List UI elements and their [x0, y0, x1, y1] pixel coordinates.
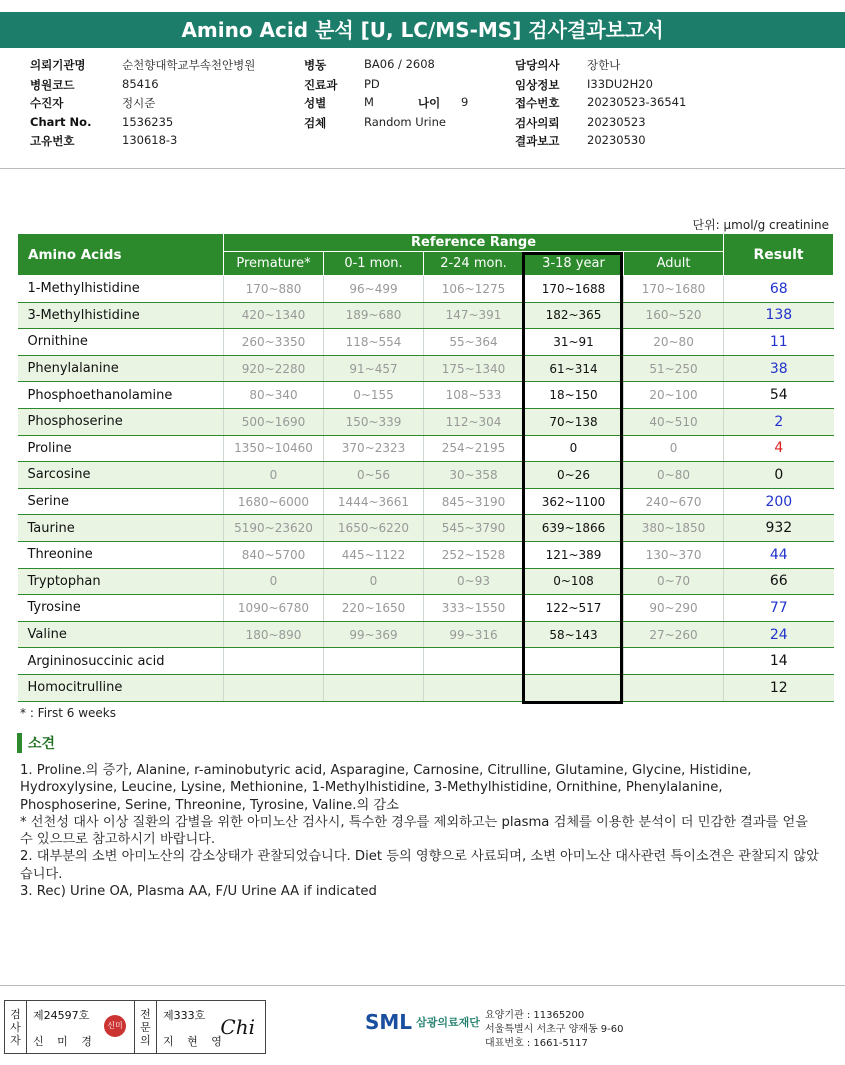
reference-value: 545~3790 [424, 515, 524, 542]
info-label: 검체 [304, 116, 327, 130]
reference-value: 0~155 [324, 382, 424, 409]
reference-value: 18~150 [524, 382, 624, 409]
info-label: 임상정보 [515, 78, 560, 92]
info-value: 20230523-36541 [587, 95, 687, 109]
table-row [18, 488, 834, 515]
info-value: Random Urine [364, 115, 446, 129]
specialist-label: 전 문 의 [135, 1001, 157, 1053]
info-label: 검사의뢰 [515, 116, 560, 130]
result-value: 0 [724, 462, 834, 489]
reference-value: 31~91 [524, 329, 624, 356]
reference-value [324, 674, 424, 701]
header-divider [0, 168, 845, 169]
info-value: 1536235 [122, 115, 174, 129]
table-row [18, 541, 834, 568]
amino-acid-name: Serine [18, 488, 224, 515]
reference-value [424, 648, 524, 675]
table-row [18, 276, 834, 303]
reference-value: 108~533 [424, 382, 524, 409]
table-row [18, 568, 834, 595]
results-table [17, 233, 834, 702]
reference-value: 175~1340 [424, 355, 524, 382]
info-label: 담당의사 [515, 58, 560, 72]
table-row [18, 462, 834, 489]
reference-value: 112~304 [424, 408, 524, 435]
table-row [18, 648, 834, 675]
sml-logo [365, 1010, 480, 1034]
amino-acid-name: Homocitrulline [18, 674, 224, 701]
result-value: 12 [724, 674, 834, 701]
reference-value: 1090~6780 [224, 595, 324, 622]
info-value: 20230523 [587, 115, 646, 129]
reference-value: 90~290 [624, 595, 724, 622]
amino-acid-name: Threonine [18, 541, 224, 568]
reference-value: 1680~6000 [224, 488, 324, 515]
reference-value: 61~314 [524, 355, 624, 382]
reference-value: 0~56 [324, 462, 424, 489]
info-value: 순천향대학교부속천안병원 [122, 58, 256, 72]
header-amino-acids: Amino Acids [18, 234, 224, 276]
info-value: BA06 / 2608 [364, 57, 435, 71]
reference-value: 240~670 [624, 488, 724, 515]
footer-divider [0, 985, 845, 986]
header-ref-col: 3-18 year [524, 252, 624, 276]
reference-value: 20~80 [624, 329, 724, 356]
info-value: 장한나 [587, 58, 621, 72]
age-label: 나이 [418, 96, 441, 110]
reference-value: 20~100 [624, 382, 724, 409]
result-value: 2 [724, 408, 834, 435]
table-row [18, 515, 834, 542]
specialist-cell [157, 1001, 265, 1053]
reference-value: 0~80 [624, 462, 724, 489]
org-phone: 대표번호 : 1661-5117 [485, 1038, 588, 1049]
reference-value: 362~1100 [524, 488, 624, 515]
reference-value: 180~890 [224, 621, 324, 648]
reference-value: 122~517 [524, 595, 624, 622]
table-row [18, 329, 834, 356]
table-row [18, 302, 834, 329]
info-label: 접수번호 [515, 96, 560, 110]
reference-value: 220~1650 [324, 595, 424, 622]
reference-value: 333~1550 [424, 595, 524, 622]
result-value: 44 [724, 541, 834, 568]
result-value: 54 [724, 382, 834, 409]
info-label: 진료과 [304, 78, 338, 92]
info-label: 병원코드 [30, 78, 75, 92]
table-row [18, 382, 834, 409]
examiner-seal: 신미경 [104, 1015, 126, 1037]
result-value: 4 [724, 435, 834, 462]
remark-1: 1. Proline.의 증가, Alanine, r-aminobutyric acid, Asparagine, Carnosine, Citrulline, Glutamine, Glycine, Histidine, Hydroxylysine, Leucine, Lysine, Methionine, 1-Methylhistidine, 3-Methylhistidine, Ornithine, Phenylalanine, Phosphoserine, Serine, Threonine, Tyrosine, Valine.의 감소 [20, 763, 752, 813]
reference-value: 0 [324, 568, 424, 595]
info-label: 고유번호 [30, 134, 75, 148]
info-label: 결과보고 [515, 134, 560, 148]
info-value: I33DU2H20 [587, 77, 653, 91]
reference-value [224, 648, 324, 675]
reference-value: 99~369 [324, 621, 424, 648]
logo-name: 삼광의료재단 [416, 1016, 480, 1029]
reference-value: 380~1850 [624, 515, 724, 542]
examiner-number: 제24597호 [33, 1009, 90, 1022]
info-value: M [364, 95, 374, 109]
table-row [18, 408, 834, 435]
remark-3: 3. Rec) Urine OA, Plasma AA, F/U Urine AA if indicated [20, 884, 377, 900]
reference-value: 106~1275 [424, 276, 524, 303]
amino-acid-name: Tryptophan [18, 568, 224, 595]
reference-value [224, 674, 324, 701]
reference-value: 0~108 [524, 568, 624, 595]
table-row [18, 435, 834, 462]
info-label: 병동 [304, 58, 327, 72]
reference-value: 121~389 [524, 541, 624, 568]
result-value: 38 [724, 355, 834, 382]
unit-label: 단위: μmol/g creatinine [692, 218, 829, 232]
examiner-label: 검 사 자 [5, 1001, 27, 1053]
info-label: 의뢰기관명 [30, 58, 86, 72]
reference-value: 170~880 [224, 276, 324, 303]
reference-value: 5190~23620 [224, 515, 324, 542]
reference-value [424, 674, 524, 701]
reference-value: 840~5700 [224, 541, 324, 568]
amino-acid-name: Valine [18, 621, 224, 648]
header-ref-col: 2-24 mon. [424, 252, 524, 276]
header-result: Result [724, 234, 834, 276]
reference-value: 252~1528 [424, 541, 524, 568]
reference-value: 55~364 [424, 329, 524, 356]
amino-acid-name: Tyrosine [18, 595, 224, 622]
amino-acid-name: 3-Methylhistidine [18, 302, 224, 329]
reference-value: 260~3350 [224, 329, 324, 356]
reference-value: 27~260 [624, 621, 724, 648]
specialist-name: 지 현 영 [163, 1035, 227, 1048]
table-row [18, 674, 834, 701]
reference-value: 0 [224, 568, 324, 595]
signature-box [4, 1000, 266, 1054]
reference-value: 182~365 [524, 302, 624, 329]
examiner-cell [27, 1001, 135, 1053]
reference-value: 0 [524, 435, 624, 462]
remark-note: * 선천성 대사 이상 질환의 감별을 위한 아미노산 검사시, 특수한 경우를 제외하고는 plasma 검체를 이용한 분석이 더 민감한 결과를 얻을 수 있으므로 참고하시기 바랍니다. [20, 814, 809, 848]
result-value: 77 [724, 595, 834, 622]
result-value: 14 [724, 648, 834, 675]
header-ref-col: Premature* [224, 252, 324, 276]
result-value: 200 [724, 488, 834, 515]
reference-value: 147~391 [424, 302, 524, 329]
result-value: 138 [724, 302, 834, 329]
reference-value: 170~1680 [624, 276, 724, 303]
reference-value: 254~2195 [424, 435, 524, 462]
table-row [18, 355, 834, 382]
org-address: 서울특별시 서초구 양재동 9-60 [485, 1024, 624, 1035]
info-value: 130618-3 [122, 133, 178, 147]
remarks-bar [17, 733, 22, 753]
header-reference-range: Reference Range [224, 234, 724, 252]
reference-value: 130~370 [624, 541, 724, 568]
result-value: 932 [724, 515, 834, 542]
specialist-signature: Chi [220, 1015, 255, 1039]
table-row [18, 595, 834, 622]
reference-value: 1350~10460 [224, 435, 324, 462]
amino-acid-name: Phosphoserine [18, 408, 224, 435]
reference-value: 845~3190 [424, 488, 524, 515]
amino-acid-name: Phosphoethanolamine [18, 382, 224, 409]
info-label: Chart No. [30, 115, 92, 129]
info-value: PD [364, 77, 380, 91]
header-ref-col: 0-1 mon. [324, 252, 424, 276]
reference-value: 0 [224, 462, 324, 489]
report-title: Amino Acid 분석 [U, LC/MS-MS] 검사결과보고서 [0, 12, 845, 48]
info-value: 20230530 [587, 133, 646, 147]
reference-value [624, 674, 724, 701]
reference-value: 91~457 [324, 355, 424, 382]
remarks-title: 소견 [28, 736, 56, 752]
reference-value [624, 648, 724, 675]
reference-value: 920~2280 [224, 355, 324, 382]
reference-value: 639~1866 [524, 515, 624, 542]
amino-acid-name: Taurine [18, 515, 224, 542]
remarks-heading [17, 733, 55, 753]
highlight-3-18-year [522, 252, 623, 704]
reference-value: 370~2323 [324, 435, 424, 462]
reference-value: 189~680 [324, 302, 424, 329]
reference-value: 0 [624, 435, 724, 462]
reference-value: 96~499 [324, 276, 424, 303]
result-value: 11 [724, 329, 834, 356]
table-row [18, 621, 834, 648]
result-value: 66 [724, 568, 834, 595]
reference-value: 40~510 [624, 408, 724, 435]
reference-value: 160~520 [624, 302, 724, 329]
reference-value [324, 648, 424, 675]
amino-acid-name: Proline [18, 435, 224, 462]
reference-value: 118~554 [324, 329, 424, 356]
reference-value: 0~70 [624, 568, 724, 595]
remark-2: 2. 대부분의 소변 아미노산의 감소상태가 관찰되었습니다. Diet 등의 영향으로 사료되며, 소변 아미노산 대사관련 특이소견은 관찰되지 않았습니다. [20, 849, 819, 882]
reference-value: 170~1688 [524, 276, 624, 303]
age-value: 9 [461, 95, 469, 109]
amino-acid-name: Phenylalanine [18, 355, 224, 382]
reference-value: 80~340 [224, 382, 324, 409]
remarks-body [20, 762, 820, 900]
reference-value: 500~1690 [224, 408, 324, 435]
org-info [485, 1009, 624, 1051]
reference-value: 99~316 [424, 621, 524, 648]
info-value: 정시준 [122, 96, 156, 110]
footnote: * : First 6 weeks [20, 706, 116, 720]
result-value: 24 [724, 621, 834, 648]
logo-mark: SML [365, 1010, 413, 1034]
reference-value: 58~143 [524, 621, 624, 648]
reference-value: 30~358 [424, 462, 524, 489]
amino-acid-name: Argininosuccinic acid [18, 648, 224, 675]
info-value: 85416 [122, 77, 159, 91]
specialist-number: 제333호 [163, 1009, 206, 1022]
reference-value: 445~1122 [324, 541, 424, 568]
reference-value: 0~26 [524, 462, 624, 489]
reference-value: 51~250 [624, 355, 724, 382]
amino-acid-name: 1-Methylhistidine [18, 276, 224, 303]
reference-value: 0~93 [424, 568, 524, 595]
reference-value: 150~339 [324, 408, 424, 435]
header-ref-col: Adult [624, 252, 724, 276]
info-label: 성별 [304, 96, 327, 110]
examiner-name: 신 미 경 [33, 1035, 97, 1048]
result-value: 68 [724, 276, 834, 303]
reference-value: 70~138 [524, 408, 624, 435]
org-code: 요양기관 : 11365200 [485, 1010, 585, 1021]
reference-value: 1444~3661 [324, 488, 424, 515]
info-label: 수진자 [30, 96, 64, 110]
reference-value: 420~1340 [224, 302, 324, 329]
amino-acid-name: Ornithine [18, 329, 224, 356]
reference-value: 1650~6220 [324, 515, 424, 542]
amino-acid-name: Sarcosine [18, 462, 224, 489]
